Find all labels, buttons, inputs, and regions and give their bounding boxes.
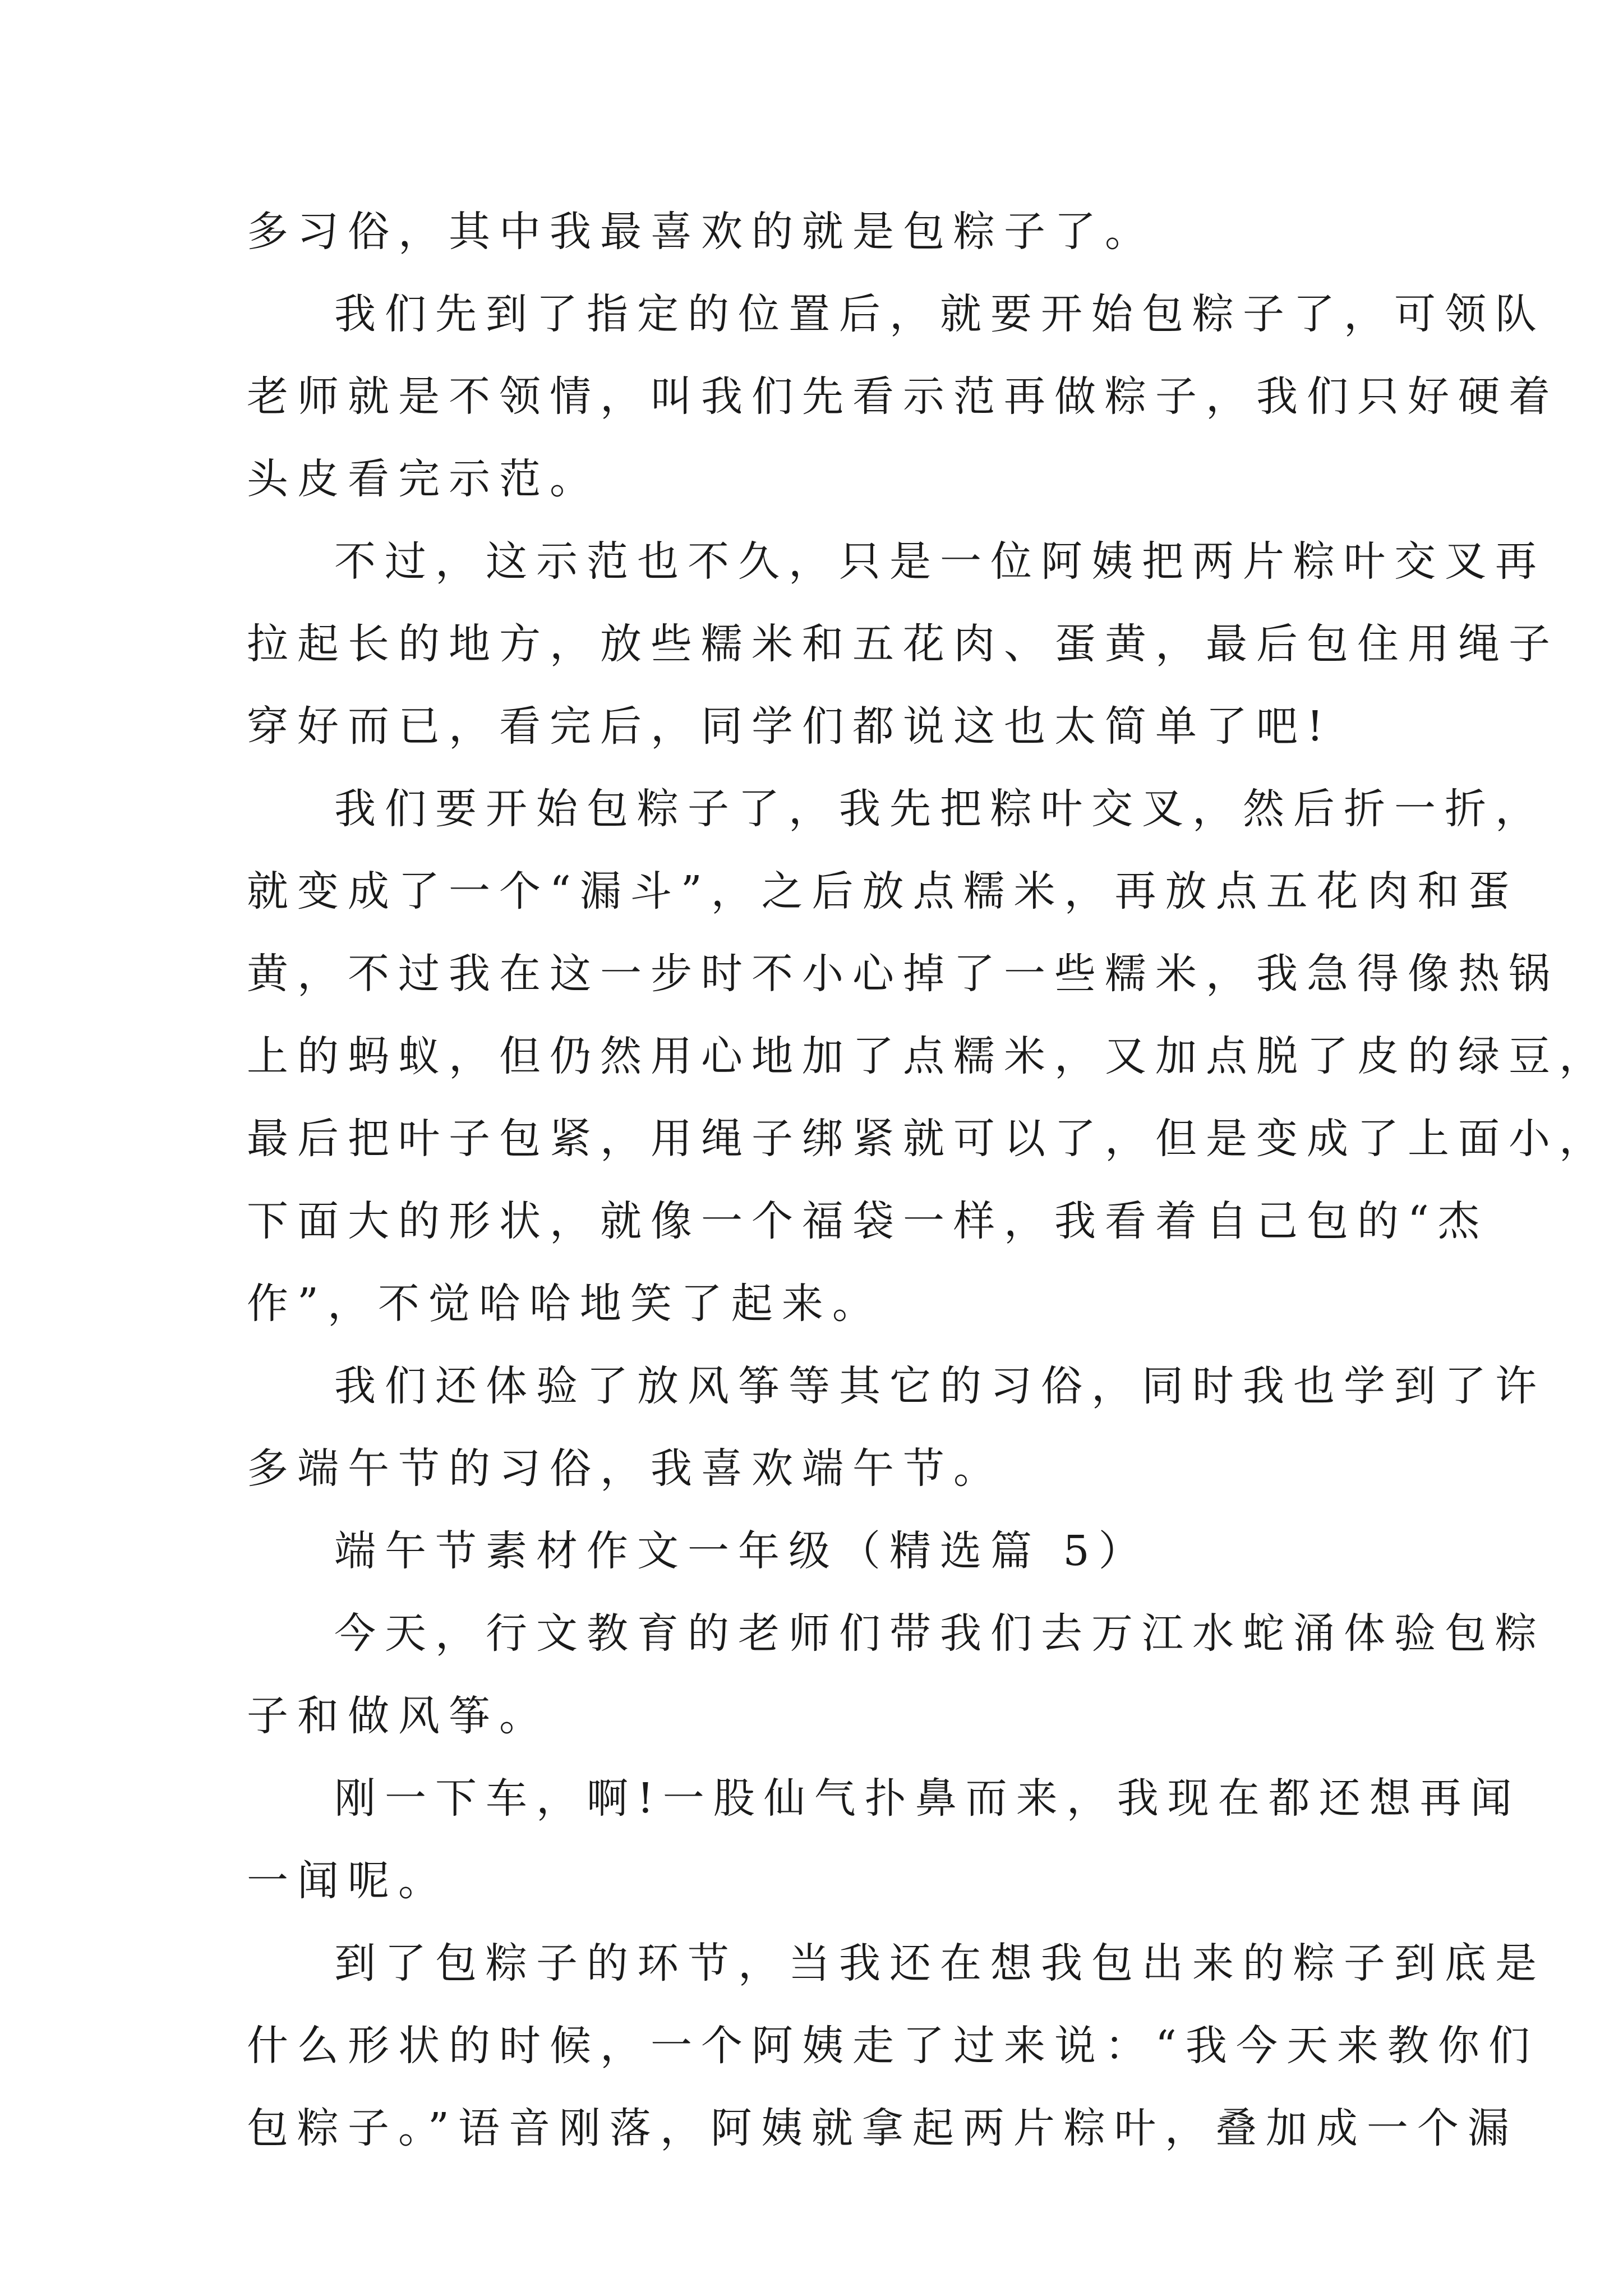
text-line: 拉起长的地方，放些糯米和五花肉、蛋黄，最后包住用绳子 <box>247 620 1559 668</box>
text-line: 就变成了一个“漏斗”，之后放点糯米，再放点五花肉和蛋 <box>247 867 1519 915</box>
document-body <box>247 191 1610 2170</box>
text-line: 不过，这示范也不久，只是一位阿姨把两片粽叶交叉再 <box>334 537 1546 586</box>
text-line: 包粽子。”语音刚落，阿姨就拿起两片粽叶，叠加成一个漏 <box>247 2104 1518 2152</box>
text-line: 头皮看完示范。 <box>247 455 600 503</box>
text-line: 我们先到了指定的位置后，就要开始包粽子了，可领队 <box>334 290 1546 338</box>
text-line: 穿好而已，看完后，同学们都说这也太简单了吧! <box>247 702 1332 751</box>
text-line: 子和做风筝。 <box>247 1692 550 1740</box>
text-line: 多端午节的习俗，我喜欢端午节。 <box>247 1444 1004 1493</box>
text-line: 我们还体验了放风筝等其它的习俗，同时我也学到了许 <box>334 1362 1546 1410</box>
text-line: 一闻呢。 <box>247 1857 449 1905</box>
text-line: 到了包粽子的环节，当我还在想我包出来的粽子到底是 <box>334 1939 1546 1987</box>
text-line: 老师就是不领情，叫我们先看示范再做粽子，我们只好硬着 <box>247 372 1559 421</box>
text-line: 最后把叶子包紧，用绳子绑紧就可以了，但是变成了上面小， <box>247 1115 1610 1163</box>
text-line: 黄，不过我在这一步时不小心掉了一些糯米，我急得像热锅 <box>247 950 1559 998</box>
text-line: 上的蚂蚁，但仍然用心地加了点糯米，又加点脱了皮的绿豆， <box>247 1032 1610 1080</box>
text-line: 作”，不觉哈哈地笑了起来。 <box>247 1280 883 1328</box>
text-line: 多习俗，其中我最喜欢的就是包粽子了。 <box>247 208 1155 256</box>
section-heading: 端午节素材作文一年级（精选篇 5） <box>334 1527 1149 1575</box>
text-line: 今天，行文教育的老师们带我们去万江水蛇涌体验包粽 <box>334 1609 1546 1658</box>
text-line: 我们要开始包粽子了，我先把粽叶交叉，然后折一折， <box>334 785 1546 833</box>
text-line: 什么形状的时候，一个阿姨走了过来说：“我今天来教你们 <box>247 2022 1539 2070</box>
text-line: 刚一下车，啊!一股仙气扑鼻而来，我现在都还想再闻 <box>334 1774 1521 1823</box>
text-line: 下面大的形状，就像一个福袋一样，我看着自己包的“杰 <box>247 1197 1488 1245</box>
